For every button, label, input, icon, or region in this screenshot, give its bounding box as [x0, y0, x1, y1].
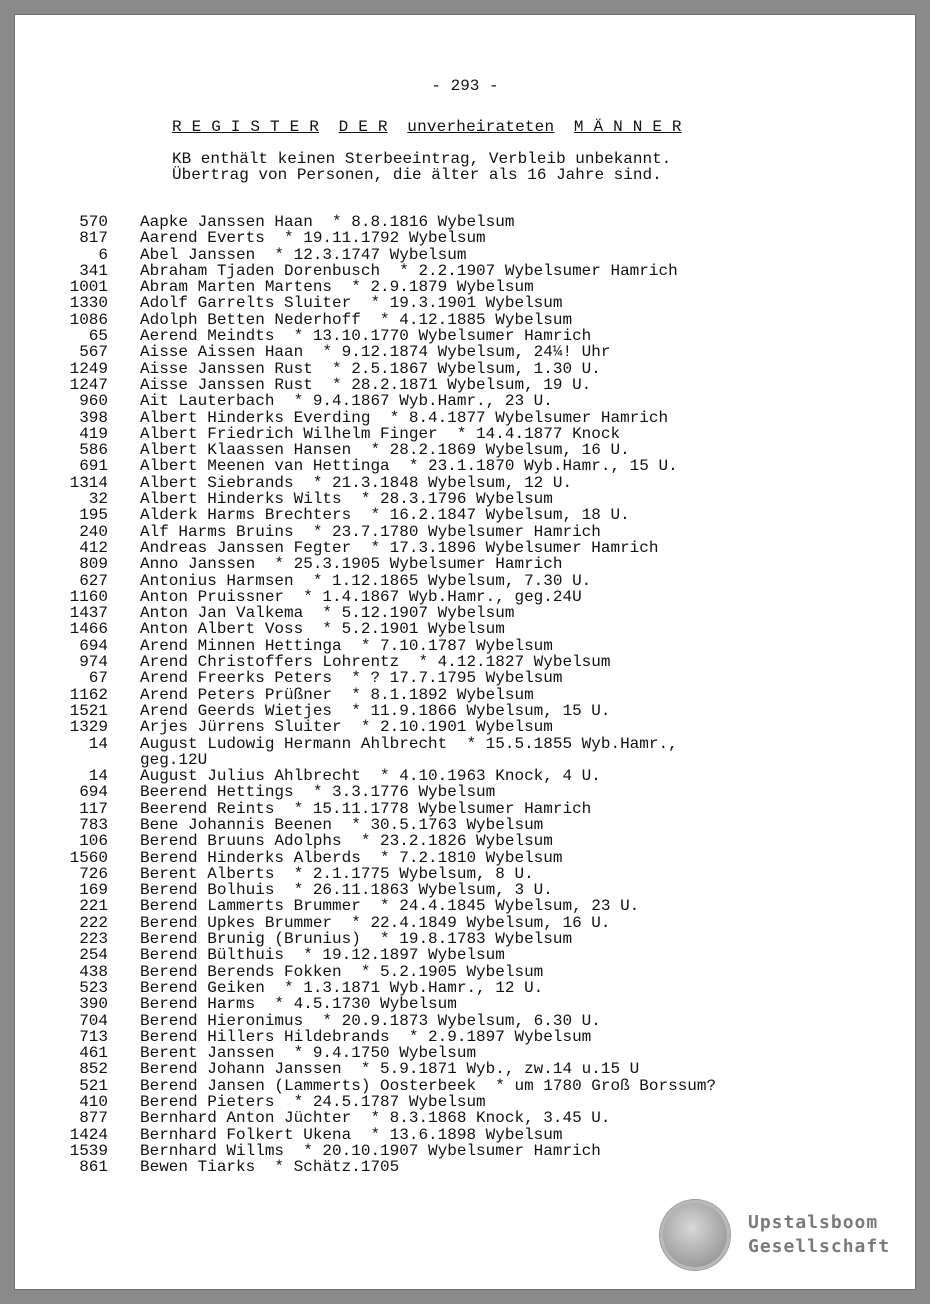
entry-number: 1424: [69, 1125, 108, 1144]
entry-number: 1330: [69, 294, 108, 313]
list-item: [54, 1013, 874, 1029]
list-item: [54, 638, 874, 654]
title-part-3: unverheirateten: [407, 118, 555, 136]
entry-text: Abraham Tjaden Dorenbusch * 2.2.1907 Wybelsumer Hamrich: [140, 261, 678, 280]
entry-number: 1539: [69, 1141, 108, 1160]
entry-number: 438: [79, 962, 108, 981]
entry-number: 694: [79, 636, 108, 655]
entry-number: 398: [79, 408, 108, 427]
entry-number: 960: [79, 392, 108, 411]
entry-text: Berent Alberts * 2.1.1775 Wybelsum, 8 U.: [140, 864, 534, 883]
entry-text: Bernhard Anton Jüchter * 8.3.1868 Knock, 3.45 U.: [140, 1109, 611, 1128]
entry-text: Arend Peters Prüßner * 8.1.1892 Wybelsum: [140, 685, 534, 704]
list-item: [54, 263, 874, 279]
list-item: [54, 703, 874, 719]
entry-text: Aapke Janssen Haan * 8.8.1816 Wybelsum: [140, 213, 515, 231]
list-item: [54, 621, 874, 637]
list-item: [54, 833, 874, 849]
list-item: [54, 719, 874, 735]
entry-number: 1521: [69, 701, 108, 720]
entry-number: 117: [79, 799, 108, 818]
title-part-1: R E G I S T E R: [172, 118, 320, 136]
entry-number: 586: [79, 441, 108, 460]
entry-text: Anton Pruissner * 1.4.1867 Wyb.Hamr., geg.24U: [140, 587, 582, 606]
entry-text: Adolf Garrelts Sluiter * 19.3.1901 Wybelsum: [140, 294, 563, 313]
list-item: [54, 491, 874, 507]
entry-text: Bernhard Folkert Ukena * 13.6.1898 Wybelsum: [140, 1125, 563, 1144]
entry-number: 6: [98, 245, 108, 264]
list-item: [54, 540, 874, 556]
entry-text: Adolph Betten Nederhoff * 4.12.1885 Wybelsum: [140, 310, 573, 329]
entry-number: 521: [79, 1076, 108, 1095]
entry-text: Berend Berends Fokken * 5.2.1905 Wybelsum: [140, 962, 544, 981]
entry-text: August Ludowig Hermann Ahlbrecht * 15.5.1855 Wyb.Hamr.,: [140, 734, 678, 753]
entry-text: Berend Hieronimus * 20.9.1873 Wybelsum, 6.30 U.: [140, 1011, 601, 1030]
entry-number: 694: [79, 783, 108, 802]
list-item: [54, 230, 874, 246]
society-name-line-1: Upstalsboom: [748, 1212, 879, 1233]
document-page: [14, 14, 916, 1290]
list-item: [54, 312, 874, 328]
list-item: [54, 752, 874, 768]
list-item: [54, 1045, 874, 1061]
entry-text: Aarend Everts * 19.11.1792 Wybelsum: [140, 229, 486, 248]
entry-text: Arend Freerks Peters * ? 17.7.1795 Wybelsum: [140, 669, 563, 688]
entry-number: 1247: [69, 375, 108, 394]
list-item: [54, 507, 874, 523]
entry-number: 783: [79, 815, 108, 834]
entry-number: 691: [79, 457, 108, 476]
entry-number: 877: [79, 1109, 108, 1128]
entry-text: Berend Bruuns Adolphs * 23.2.1826 Wybelsum: [140, 832, 553, 851]
entry-text: Alf Harms Bruins * 23.7.1780 Wybelsumer Hamrich: [140, 522, 601, 541]
entry-text: Anton Albert Voss * 5.2.1901 Wybelsum: [140, 620, 505, 639]
entry-number: 419: [79, 424, 108, 443]
list-item: [54, 524, 874, 540]
entry-number: 567: [79, 343, 108, 362]
society-name: [748, 1211, 890, 1259]
list-item: [54, 1061, 874, 1077]
list-item: [54, 247, 874, 263]
entry-number: 1162: [69, 685, 108, 704]
list-item: [54, 573, 874, 589]
entry-number: 704: [79, 1011, 108, 1030]
intro-text: [172, 151, 671, 184]
entry-text: Arjes Jürrens Sluiter * 2.10.1901 Wybelsum: [140, 718, 553, 737]
list-item: [54, 1143, 874, 1159]
list-item: [54, 214, 874, 230]
entry-text: Abram Marten Martens * 2.9.1879 Wybelsum: [140, 278, 534, 297]
list-item: [54, 410, 874, 426]
entry-text: Berend Harms * 4.5.1730 Wybelsum: [140, 995, 457, 1014]
entry-number: 169: [79, 881, 108, 900]
entry-number: 1314: [69, 473, 108, 492]
entry-text: Berend Pieters * 24.5.1787 Wybelsum: [140, 1093, 486, 1112]
entry-text: Albert Hinderks Everding * 8.4.1877 Wybelsumer Hamrich: [140, 408, 669, 427]
list-item: [54, 328, 874, 344]
list-item: [54, 556, 874, 572]
list-item: [54, 817, 874, 833]
entry-text: Aerend Meindts * 13.10.1770 Wybelsumer Hamrich: [140, 327, 592, 346]
list-item: [54, 980, 874, 996]
entry-number: 809: [79, 555, 108, 574]
entry-text: Arend Christoffers Lohrentz * 4.12.1827 Wybelsum: [140, 653, 611, 672]
entry-number: 14: [88, 767, 108, 786]
list-item: [54, 736, 874, 752]
entry-text: Albert Meenen van Hettinga * 23.1.1870 Wyb.Hamr., 15 U.: [140, 457, 678, 476]
entry-number: 1560: [69, 848, 108, 867]
entry-text: Aisse Janssen Rust * 28.2.1871 Wybelsum, 19 U.: [140, 375, 592, 394]
list-item: [54, 1110, 874, 1126]
title-part-2: D E R: [338, 118, 388, 136]
entry-text: Berend Bülthuis * 19.12.1897 Wybelsum: [140, 946, 505, 965]
entry-number: 1437: [69, 604, 108, 623]
entry-number: 1249: [69, 359, 108, 378]
entry-text: geg.12U: [140, 750, 208, 769]
entry-number: 1329: [69, 718, 108, 737]
intro-line: Übertrag von Personen, die älter als 16 Jahre sind.: [172, 166, 662, 185]
entry-number: 67: [88, 669, 108, 688]
entry-number: 341: [79, 261, 108, 280]
entry-text: Anton Jan Valkema * 5.12.1907 Wybelsum: [140, 604, 515, 623]
entry-text: Berend Hillers Hildebrands * 2.9.1897 Wybelsum: [140, 1027, 592, 1046]
entry-number: 65: [88, 327, 108, 346]
entry-text: Berend Bolhuis * 26.11.1863 Wybelsum, 3 U.: [140, 881, 553, 900]
entry-text: Berend Johann Janssen * 5.9.1871 Wyb., zw.14 u.15 U: [140, 1060, 640, 1079]
title-part-4: M Ä N N E R: [573, 118, 682, 136]
list-item: [54, 295, 874, 311]
list-item: [54, 1078, 874, 1094]
entry-list: [54, 214, 874, 1176]
list-item: [54, 279, 874, 295]
list-item: [54, 393, 874, 409]
entry-number: 240: [79, 522, 108, 541]
entry-text: Albert Siebrands * 21.3.1848 Wybelsum, 12 U.: [140, 473, 573, 492]
entry-text: Albert Klaassen Hansen * 28.2.1869 Wybelsum, 16 U.: [140, 441, 630, 460]
entry-number: 390: [79, 995, 108, 1014]
list-item: [54, 784, 874, 800]
entry-text: Alderk Harms Brechters * 16.2.1847 Wybelsum, 18 U.: [140, 506, 630, 525]
entry-number: 713: [79, 1027, 108, 1046]
seal-emblem-icon: [660, 1200, 730, 1270]
entry-text: Berent Janssen * 9.4.1750 Wybelsum: [140, 1044, 477, 1063]
entry-number: [54, 752, 140, 768]
entry-text: Arend Geerds Wietjes * 11.9.1866 Wybelsum, 15 U.: [140, 701, 611, 720]
list-item: [54, 687, 874, 703]
society-logo: [660, 1200, 890, 1270]
list-item: [54, 1159, 874, 1175]
list-item: [54, 475, 874, 491]
entry-number: 223: [79, 930, 108, 949]
entry-number: 14: [88, 734, 108, 753]
list-item: [54, 605, 874, 621]
entry-text: Andreas Janssen Fegter * 17.3.1896 Wybelsumer Hamrich: [140, 538, 659, 557]
entry-number: 221: [79, 897, 108, 916]
entry-number: 32: [88, 490, 108, 509]
entry-number: 523: [79, 978, 108, 997]
list-item: [54, 850, 874, 866]
list-item: [54, 361, 874, 377]
entry-number: 412: [79, 538, 108, 557]
list-item: [54, 654, 874, 670]
entry-number: 627: [79, 571, 108, 590]
entry-text: Bewen Tiarks * Schätz.1705: [140, 1158, 400, 1177]
entry-text: Abel Janssen * 12.3.1747 Wybelsum: [140, 245, 467, 264]
entry-text: Beerend Reints * 15.11.1778 Wybelsumer Hamrich: [140, 799, 592, 818]
list-item: [54, 589, 874, 605]
entry-text: Antonius Harmsen * 1.12.1865 Wybelsum, 7.30 U.: [140, 571, 592, 590]
entry-number: 852: [79, 1060, 108, 1079]
list-item: [54, 442, 874, 458]
entry-number: 570: [79, 213, 108, 231]
list-item: [54, 915, 874, 931]
entry-text: August Julius Ahlbrecht * 4.10.1963 Knock, 4 U.: [140, 767, 601, 786]
entry-number: 410: [79, 1093, 108, 1112]
list-item: [54, 1094, 874, 1110]
list-item: [54, 964, 874, 980]
entry-number: 974: [79, 653, 108, 672]
entry-number: 1086: [69, 310, 108, 329]
list-item: [54, 996, 874, 1012]
entry-text: Bene Johannis Beenen * 30.5.1763 Wybelsum: [140, 815, 544, 834]
entry-number: 817: [79, 229, 108, 248]
entry-text: Albert Friedrich Wilhelm Finger * 14.4.1877 Knock: [140, 424, 621, 443]
list-item: [54, 947, 874, 963]
list-item: [54, 866, 874, 882]
entry-text: Berend Upkes Brummer * 22.4.1849 Wybelsum, 16 U.: [140, 913, 611, 932]
entry-number: 461: [79, 1044, 108, 1063]
entry-number: 106: [79, 832, 108, 851]
entry-number: 726: [79, 864, 108, 883]
entry-text: Berend Brunig (Brunius) * 19.8.1783 Wybelsum: [140, 930, 573, 949]
list-item: [54, 801, 874, 817]
entry-number: 1160: [69, 587, 108, 606]
list-item: [54, 344, 874, 360]
list-item: [54, 898, 874, 914]
entry-text: Arend Minnen Hettinga * 7.10.1787 Wybelsum: [140, 636, 553, 655]
entry-number: 1466: [69, 620, 108, 639]
list-item: [54, 458, 874, 474]
list-item: [54, 1127, 874, 1143]
intro-line: KB enthält keinen Sterbeeintrag, Verbleib unbekannt.: [172, 150, 672, 168]
entry-number: 1001: [69, 278, 108, 297]
page-number: - 293 -: [431, 77, 499, 95]
entry-text: Berend Lammerts Brummer * 24.4.1845 Wybelsum, 23 U.: [140, 897, 640, 916]
register-title: [172, 118, 682, 136]
entry-number: 861: [79, 1158, 108, 1177]
list-item: [54, 377, 874, 393]
society-name-line-2: Gesellschaft: [748, 1236, 891, 1257]
list-item: [54, 670, 874, 686]
list-item: [54, 882, 874, 898]
entry-text: Berend Geiken * 1.3.1871 Wyb.Hamr., 12 U.: [140, 978, 544, 997]
entry-text: Aisse Aissen Haan * 9.12.1874 Wybelsum, 24¼! Uhr: [140, 343, 611, 362]
entry-text: Beerend Hettings * 3.3.1776 Wybelsum: [140, 783, 496, 802]
list-item: [54, 931, 874, 947]
entry-number: 254: [79, 946, 108, 965]
entry-text: Berend Jansen (Lammerts) Oosterbeek * um 1780 Groß Borssum?: [140, 1076, 717, 1095]
list-item: [54, 768, 874, 784]
entry-text: Ait Lauterbach * 9.4.1867 Wyb.Hamr., 23 U.: [140, 392, 553, 411]
entry-text: Bernhard Willms * 20.10.1907 Wybelsumer Hamrich: [140, 1141, 601, 1160]
entry-text: Aisse Janssen Rust * 2.5.1867 Wybelsum, 1.30 U.: [140, 359, 601, 378]
list-item: [54, 1029, 874, 1045]
entry-text: Albert Hinderks Wilts * 28.3.1796 Wybelsum: [140, 490, 553, 509]
entry-number: 195: [79, 506, 108, 525]
entry-number: 222: [79, 913, 108, 932]
list-item: [54, 426, 874, 442]
entry-text: Anno Janssen * 25.3.1905 Wybelsumer Hamrich: [140, 555, 563, 574]
entry-text: Berend Hinderks Alberds * 7.2.1810 Wybelsum: [140, 848, 563, 867]
